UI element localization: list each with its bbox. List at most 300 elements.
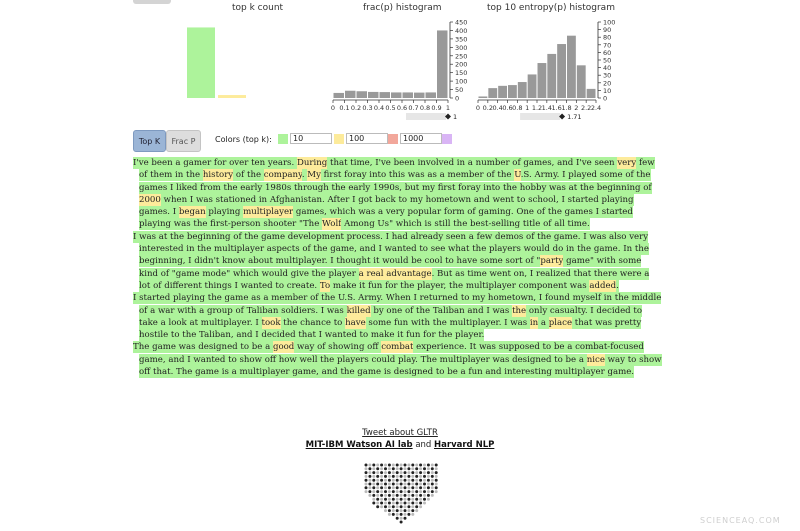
- logo-dot: [380, 464, 383, 467]
- threshold-input-2[interactable]: [346, 133, 388, 144]
- text-token[interactable]: good: [272, 342, 295, 353]
- logo-dot: [396, 498, 399, 501]
- logo-dot: [396, 486, 399, 489]
- credits: [0, 440, 800, 450]
- hist-bar: [391, 92, 402, 98]
- logo-dot: [407, 509, 410, 512]
- logo-dot: [404, 490, 407, 493]
- logo-dot: [407, 464, 410, 467]
- logo-dot: [415, 483, 418, 486]
- logo-dot: [431, 479, 434, 482]
- text-token[interactable]: of the: [233, 170, 264, 181]
- y-tick-label: 30: [603, 71, 612, 80]
- logo-dot: [411, 471, 414, 474]
- logo-dot: [365, 464, 368, 467]
- logo-dot: [423, 494, 426, 497]
- heart-logo-icon: [364, 463, 438, 531]
- text-token[interactable]: games, which was a very popular form of gaming. One of the games I started playing was the first-person shooter "The: [139, 207, 633, 230]
- logo-dot: [392, 479, 395, 482]
- hist-bar: [508, 85, 517, 98]
- text-token[interactable]: few of them in the: [139, 158, 655, 181]
- logo-dot: [423, 467, 426, 470]
- text-token[interactable]: To: [319, 280, 331, 291]
- logo-dot: [435, 479, 438, 482]
- logo-dot: [435, 483, 438, 486]
- logo-dot: [407, 494, 410, 497]
- threshold-input-3[interactable]: [400, 133, 442, 144]
- logo-dot: [407, 483, 410, 486]
- text-token[interactable]: that was pretty hostile to the Taliban, and I decided that I wanted to make it fun for the player.: [139, 317, 642, 341]
- logo-dot: [376, 502, 379, 505]
- logo-dot: [396, 505, 399, 508]
- logo-dot: [384, 467, 387, 470]
- text-token[interactable]: My: [307, 170, 321, 181]
- logo-dot: [368, 471, 371, 474]
- text-token[interactable]: history: [202, 170, 234, 181]
- logo-dot: [427, 483, 430, 486]
- logo-dot: [372, 486, 375, 489]
- text-token[interactable]: multiplayer: [243, 207, 294, 218]
- logo-dot: [380, 479, 383, 482]
- logo-dot: [415, 471, 418, 474]
- x-tick-label: 0.4: [492, 104, 503, 112]
- y-tick-label: 50: [455, 86, 464, 95]
- text-token[interactable]: killed: [346, 305, 371, 316]
- logo-dot: [419, 479, 422, 482]
- logo-dot: [427, 479, 430, 482]
- logo-dot: [419, 494, 422, 497]
- logo-dot: [419, 467, 422, 470]
- logo-dot: [423, 464, 426, 467]
- text-token[interactable]: playing: [205, 207, 244, 218]
- logo-dot: [411, 475, 414, 478]
- logo-dot: [376, 479, 379, 482]
- tweet-link[interactable]: Tweet about GLTR: [362, 428, 438, 438]
- logo-dot: [380, 471, 383, 474]
- logo-dot: [396, 467, 399, 470]
- hist-bar: [538, 63, 547, 98]
- logo-dot: [372, 490, 375, 493]
- text-token[interactable]: first foray into this was as a member of the: [320, 170, 515, 181]
- logo-dot: [431, 471, 434, 474]
- logo-dot: [411, 498, 414, 501]
- hist-bar: [414, 93, 425, 98]
- x-tick-label: 0.3: [362, 104, 373, 112]
- logo-dot: [388, 475, 391, 478]
- hist-bar: [357, 91, 368, 98]
- logo-dot: [376, 471, 379, 474]
- logo-dot: [376, 490, 379, 493]
- logo-dot: [365, 467, 368, 470]
- text-token[interactable]: only casualty. I decided to take a look at multiplayer. I: [139, 305, 643, 328]
- x-tick-label: 0: [475, 104, 481, 112]
- logo-dot: [372, 483, 375, 486]
- credits-and: and: [412, 440, 435, 450]
- text-token[interactable]: combat: [381, 342, 414, 353]
- logo-dot: [365, 486, 368, 489]
- logo-dot: [388, 505, 391, 508]
- logo-dot: [419, 502, 422, 505]
- y-tick-label: 90: [603, 26, 612, 35]
- logo-dot: [400, 479, 403, 482]
- logo-dot: [407, 498, 410, 501]
- logo-dot: [384, 498, 387, 501]
- text-token[interactable]: that time, I've been involved in a number of games, and I've seen: [327, 158, 618, 168]
- logo-dot: [423, 498, 426, 501]
- logo-dot: [411, 467, 414, 470]
- logo-dot: [407, 467, 410, 470]
- text-token[interactable]: 2000: [139, 194, 161, 205]
- text-token[interactable]: began: [178, 207, 206, 218]
- logo-dot: [400, 498, 403, 501]
- logo-dot: [365, 479, 368, 482]
- topk-bar-100: [218, 95, 246, 98]
- logo-dot: [368, 464, 371, 467]
- logo-dot: [388, 513, 391, 516]
- text-token[interactable]: The game was designed to be a: [133, 342, 273, 353]
- frac-p-button[interactable]: Frac P: [166, 130, 201, 152]
- logo-dot: [392, 467, 395, 470]
- y-tick-label: 0: [455, 94, 460, 103]
- hist-bar: [518, 82, 527, 98]
- harvard-nlp-link[interactable]: Harvard NLP: [434, 440, 495, 450]
- logo-dot: [419, 483, 422, 486]
- frac-histogram-chart: [300, 14, 480, 124]
- logo-dot: [392, 509, 395, 512]
- logo-dot: [404, 479, 407, 482]
- x-tick-label: 0.9: [431, 104, 442, 112]
- logo-dot: [392, 502, 395, 505]
- logo-dot: [435, 471, 438, 474]
- text-token[interactable]: way of showing off: [294, 342, 382, 353]
- logo-dot: [400, 505, 403, 508]
- logo-dot: [404, 509, 407, 512]
- color-swatch-red[interactable]: [388, 134, 398, 144]
- logo-dot: [392, 494, 395, 497]
- text-token[interactable]: the chance to: [280, 317, 346, 328]
- logo-dot: [384, 509, 387, 512]
- color-swatch-green[interactable]: [278, 134, 288, 144]
- logo-dot: [419, 505, 422, 508]
- logo-dot: [427, 464, 430, 467]
- logo-dot: [404, 498, 407, 501]
- text-token[interactable]: added: [589, 280, 617, 291]
- logo-dot: [415, 502, 418, 505]
- analyzed-text: [133, 157, 663, 378]
- logo-dot: [396, 513, 399, 516]
- logo-dot: [400, 475, 403, 478]
- logo-dot: [376, 467, 379, 470]
- text-paragraph: [133, 292, 663, 341]
- logo-dot: [427, 494, 430, 497]
- threshold-input-1[interactable]: [290, 133, 332, 144]
- x-tick-label: 2.2: [580, 104, 592, 112]
- logo-dot: [400, 517, 403, 520]
- logo-dot: [392, 475, 395, 478]
- logo-dot: [411, 464, 414, 467]
- logo-dot: [419, 490, 422, 493]
- logo-dot: [431, 475, 434, 478]
- y-tick-label: 200: [455, 60, 468, 69]
- logo-dot: [435, 467, 438, 470]
- text-paragraph: [133, 157, 663, 231]
- entropy-chart-title: top 10 entropy(p) histogram: [487, 3, 615, 13]
- y-tick-label: 40: [603, 64, 612, 73]
- logo-dot: [388, 479, 391, 482]
- y-tick-label: 60: [603, 48, 612, 57]
- color-swatch-yellow[interactable]: [334, 134, 344, 144]
- logo-dot: [407, 502, 410, 505]
- text-token[interactable]: way to show off that. The game is a multiplayer game, and the game is designed to be a fun and interesting multiplayer game.: [139, 354, 662, 378]
- text-token[interactable]: Wolf: [322, 219, 342, 230]
- logo-dot: [411, 502, 414, 505]
- logo-dot: [407, 475, 410, 478]
- text-token[interactable]: company: [263, 170, 302, 181]
- logo-dot: [376, 464, 379, 467]
- logo-dot: [388, 490, 391, 493]
- color-swatch-purple[interactable]: [442, 134, 452, 144]
- watermark: SCIENCEAQ.COM: [700, 516, 781, 525]
- logo-dot: [404, 475, 407, 478]
- logo-dot: [400, 502, 403, 505]
- text-token[interactable]: .: [301, 170, 308, 181]
- text-token[interactable]: During: [296, 158, 328, 168]
- logo-dot: [376, 486, 379, 489]
- logo-dot: [372, 494, 375, 497]
- logo-dot: [392, 471, 395, 474]
- logo-dot: [415, 467, 418, 470]
- text-token[interactable]: .: [616, 280, 619, 291]
- logo-dot: [407, 471, 410, 474]
- logo-dot: [380, 502, 383, 505]
- logo-dot: [404, 505, 407, 508]
- logo-dot: [419, 471, 422, 474]
- logo-dot: [376, 505, 379, 508]
- logo-dot: [368, 475, 371, 478]
- text-token[interactable]: .S. Army. I played some of the games I liked from the early 1980s through the early 1990s, but my first foray into the hobby was at the beginning of: [139, 170, 652, 193]
- logo-dot: [384, 494, 387, 497]
- logo-dot: [376, 498, 379, 501]
- x-tick-label: 0.2: [482, 104, 494, 112]
- logo-dot: [392, 498, 395, 501]
- hist-bar: [380, 92, 391, 98]
- hist-bar: [403, 92, 414, 98]
- logo-dot: [392, 513, 395, 516]
- hist-bar: [345, 91, 356, 98]
- logo-dot: [431, 490, 434, 493]
- x-tick-label: 0.1: [339, 104, 350, 112]
- logo-dot: [415, 486, 418, 489]
- logo-dot: [407, 490, 410, 493]
- logo-dot: [384, 505, 387, 508]
- logo-dot: [423, 475, 426, 478]
- text-token[interactable]: I've been a gamer for over ten years.: [133, 158, 297, 168]
- text-token[interactable]: took: [261, 317, 281, 328]
- logo-dot: [400, 513, 403, 516]
- logo-dot: [404, 464, 407, 467]
- y-tick-label: 100: [603, 18, 616, 27]
- logo-dot: [415, 475, 418, 478]
- logo-dot: [384, 475, 387, 478]
- text-token[interactable]: the: [512, 305, 527, 316]
- text-token[interactable]: a real advantage: [358, 268, 432, 279]
- logo-dot: [372, 471, 375, 474]
- hist-bar: [577, 65, 586, 98]
- text-token[interactable]: . But as time went on, I realized that there were a lot of different things I wanted to create.: [139, 268, 650, 291]
- x-tick-label: 0.7: [408, 104, 419, 112]
- logo-dot: [427, 490, 430, 493]
- logo-dot: [431, 483, 434, 486]
- text-token[interactable]: I started playing the game as a member of the U.S. Army. When I returned to my hometown, I found myself in the middle of a war with a group of Taliban soldiers. I was: [133, 293, 662, 316]
- logo-dot: [376, 483, 379, 486]
- logo-dot: [372, 502, 375, 505]
- logo-dot: [427, 467, 430, 470]
- logo-dot: [404, 471, 407, 474]
- hist-bar: [437, 30, 448, 98]
- x-tick-label: 1.6: [551, 104, 562, 112]
- logo-dot: [384, 479, 387, 482]
- logo-dot: [419, 486, 422, 489]
- logo-dot: [431, 494, 434, 497]
- logo-dot: [400, 494, 403, 497]
- y-tick-label: 80: [603, 33, 612, 42]
- logo-dot: [368, 467, 371, 470]
- marker-track: [406, 113, 446, 120]
- y-tick-label: 350: [455, 35, 468, 44]
- y-tick-label: 50: [603, 56, 612, 65]
- logo-dot: [388, 483, 391, 486]
- logo-dot: [380, 490, 383, 493]
- logo-dot: [384, 486, 387, 489]
- logo-dot: [392, 490, 395, 493]
- x-tick-label: 0.2: [350, 104, 362, 112]
- topk-count-chart: [182, 14, 252, 104]
- logo-dot: [396, 490, 399, 493]
- logo-dot: [365, 483, 368, 486]
- logo-dot: [392, 505, 395, 508]
- logo-dot: [411, 479, 414, 482]
- logo-dot: [423, 483, 426, 486]
- top-k-button[interactable]: Top K: [133, 130, 166, 152]
- y-tick-label: 0: [603, 94, 608, 103]
- logo-dot: [384, 464, 387, 467]
- logo-dot: [404, 483, 407, 486]
- logo-dot: [384, 471, 387, 474]
- colors-label: Colors (top k):: [215, 135, 272, 144]
- logo-dot: [423, 479, 426, 482]
- text-token[interactable]: U: [514, 170, 521, 181]
- hist-bar: [528, 74, 537, 98]
- logo-dot: [407, 479, 410, 482]
- y-tick-label: 300: [455, 43, 468, 52]
- logo-dot: [400, 471, 403, 474]
- topk-chart-title: top k count: [232, 3, 284, 13]
- logo-dot: [396, 517, 399, 520]
- logo-dot: [435, 486, 438, 489]
- logo-dot: [411, 505, 414, 508]
- text-token[interactable]: Among Us" which is still the best-selling title of all time.: [341, 219, 590, 230]
- logo-dot: [365, 490, 368, 493]
- logo-dot: [404, 513, 407, 516]
- text-token[interactable]: a: [538, 317, 549, 328]
- text-token[interactable]: very: [617, 158, 637, 168]
- hist-bar: [426, 92, 437, 98]
- text-token[interactable]: game" with some kind of "game mode" which would give the player: [139, 256, 642, 279]
- logo-dot: [411, 490, 414, 493]
- hist-bar: [557, 44, 566, 98]
- logo-dot: [380, 498, 383, 501]
- text-token[interactable]: in: [529, 317, 539, 328]
- logo-dot: [376, 475, 379, 478]
- hist-bar: [547, 54, 556, 98]
- logo-dot: [411, 486, 414, 489]
- logo-dot: [404, 494, 407, 497]
- y-tick-label: 20: [603, 79, 612, 88]
- text-token[interactable]: nice: [586, 354, 605, 365]
- text-token[interactable]: have: [345, 317, 366, 328]
- x-tick-label: 2: [574, 104, 579, 112]
- logo-dot: [372, 467, 375, 470]
- logo-dot: [404, 517, 407, 520]
- logo-dot: [435, 475, 438, 478]
- logo-dot: [368, 483, 371, 486]
- logo-dot: [368, 479, 371, 482]
- previous-button-stub[interactable]: [133, 0, 171, 4]
- text-token[interactable]: when I was stationed in Afghanistan. After I got back to my hometown and went to school, I started playing games. I: [139, 194, 634, 218]
- logo-dot: [427, 471, 430, 474]
- logo-dot: [415, 505, 418, 508]
- y-tick-label: 250: [455, 52, 468, 61]
- logo-dot: [407, 505, 410, 508]
- logo-dot: [368, 490, 371, 493]
- logo-dot: [396, 502, 399, 505]
- logo-dot: [407, 486, 410, 489]
- logo-dot: [384, 502, 387, 505]
- logo-dot: [400, 486, 403, 489]
- text-token[interactable]: place: [548, 317, 573, 328]
- y-tick-label: 150: [455, 69, 468, 78]
- text-token[interactable]: experience. It was supposed to be a combat-focused game, and I wanted to show off how well the players could play. The multiplayer was designed to be a: [139, 342, 644, 365]
- logo-dot: [415, 494, 418, 497]
- logo-dot: [411, 513, 414, 516]
- y-tick-label: 100: [455, 77, 468, 86]
- logo-dot: [392, 486, 395, 489]
- logo-dot: [396, 479, 399, 482]
- text-token[interactable]: party: [540, 256, 564, 267]
- logo-dot: [404, 467, 407, 470]
- logo-dot: [423, 471, 426, 474]
- logo-dot: [396, 464, 399, 467]
- text-token[interactable]: by one of the Taliban and I was: [370, 305, 513, 316]
- logo-dot: [415, 479, 418, 482]
- logo-dot: [380, 483, 383, 486]
- frac-chart-title: frac(p) histogram: [363, 3, 442, 13]
- text-token[interactable]: make it fun for the player, the multiplayer component was: [330, 280, 590, 291]
- mit-ibm-lab-link[interactable]: MIT-IBM Watson AI lab: [305, 440, 413, 450]
- text-token[interactable]: some fun with the multiplayer. I was: [365, 317, 530, 328]
- logo-dot: [435, 464, 438, 467]
- y-tick-label: 400: [455, 26, 468, 35]
- text-token[interactable]: I was at the beginning of the game development process. I had already seen a few demos of the game. I was also very interested in the multiplayer aspects of the game, and I wanted to see what the players would do in the game. In the beginning, I didn't know about multiplayer. I thought it would be cool to have some sort of ": [133, 231, 649, 267]
- logo-dot: [372, 498, 375, 501]
- y-tick-label: 10: [603, 86, 612, 95]
- logo-dot: [419, 464, 422, 467]
- x-tick-label: 0: [330, 104, 336, 112]
- marker-label: 1: [453, 113, 458, 121]
- logo-dot: [388, 509, 391, 512]
- logo-dot: [423, 502, 426, 505]
- logo-dot: [380, 505, 383, 508]
